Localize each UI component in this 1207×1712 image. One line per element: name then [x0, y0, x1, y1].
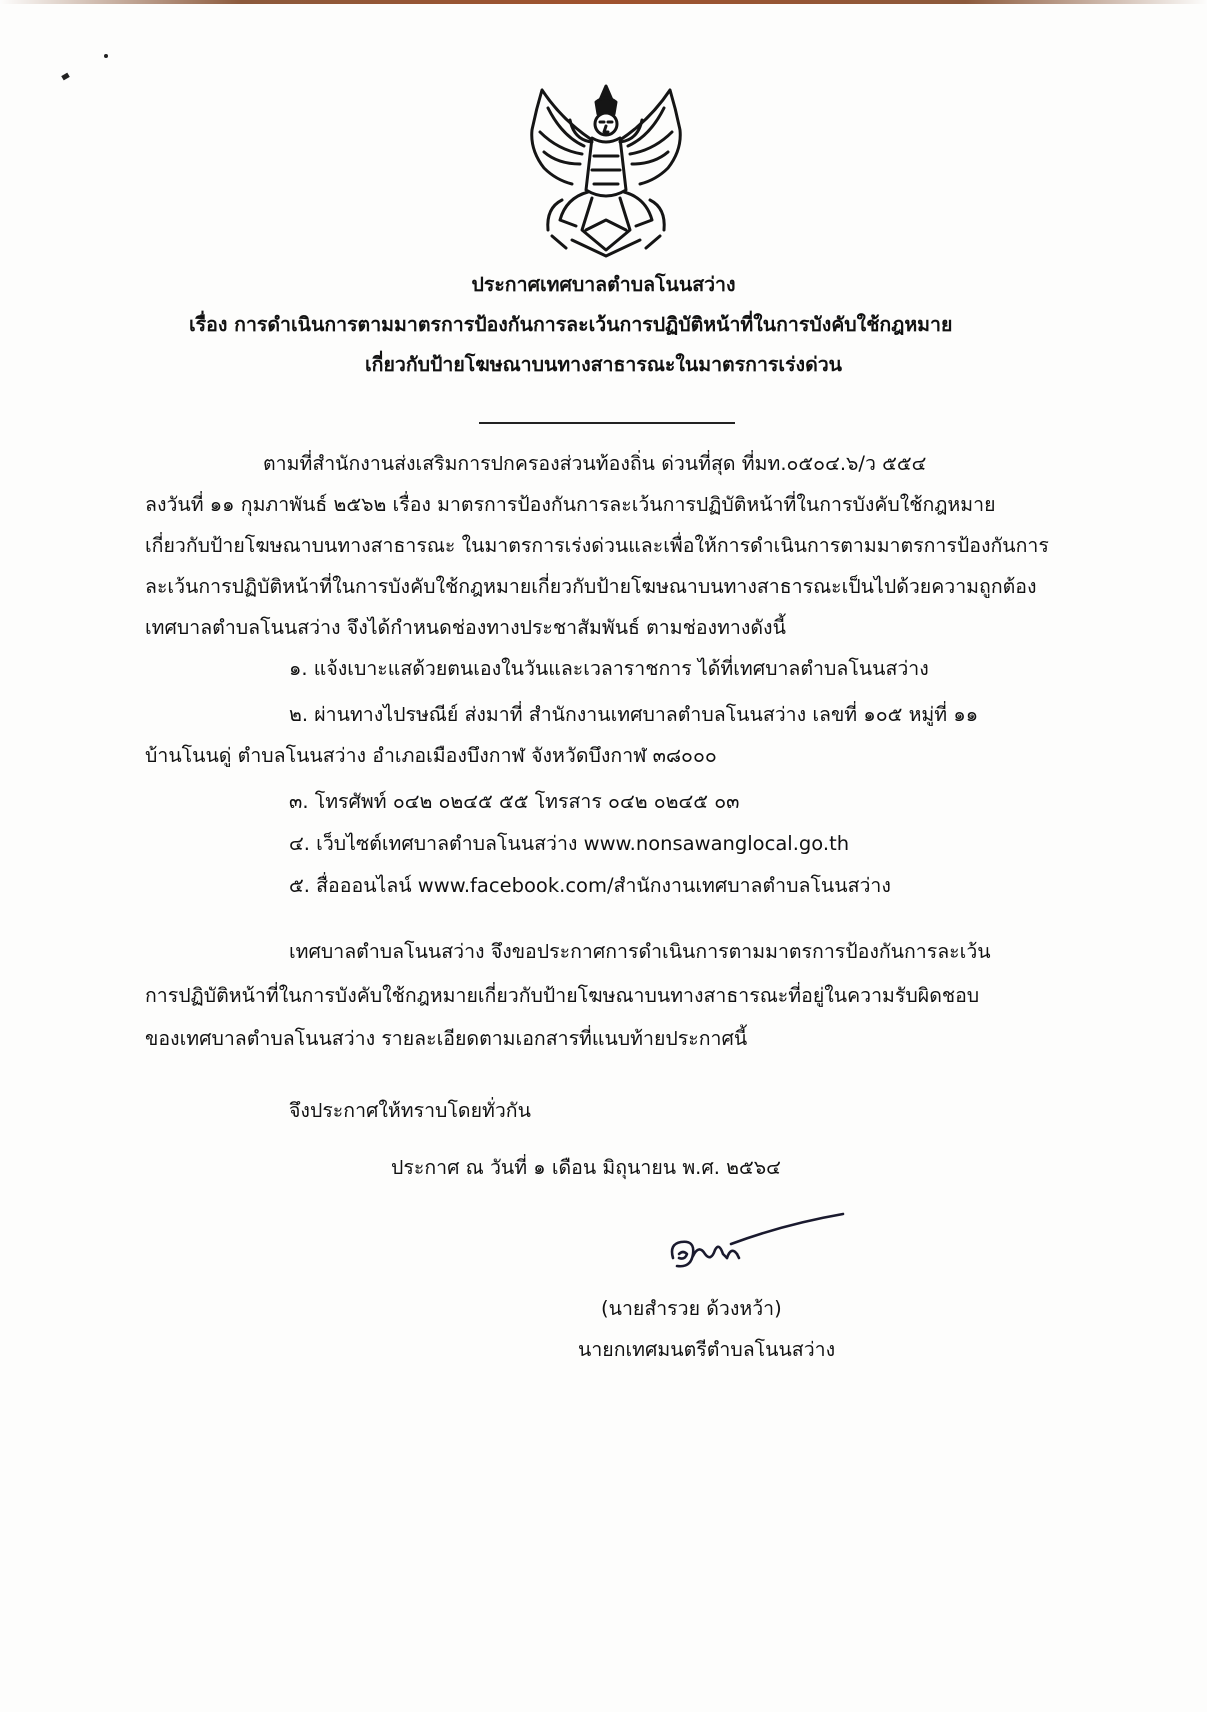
announce-line: การปฏิบัติหน้าที่ในการบังคับใช้กฎหมายเกี่ยวกับป้ายโฆษณาบนทางสาธารณะที่อยู่ในความรับผิดชอบ [145, 984, 980, 1007]
stray-dot [104, 54, 108, 58]
signatory-name: (นายสำรวย ด้วงหว้า) [601, 1297, 782, 1320]
stray-mark [61, 73, 70, 81]
announce-line: ของเทศบาลตำบลโนนสว่าง รายละเอียดตามเอกสารที่แนบท้ายประกาศนี้ [145, 1027, 748, 1050]
channel-item: ๒. ผ่านทางไปรษณีย์ ส่งมาที่ สำนักงานเทศบาลตำบลโนนสว่าง เลขที่ ๑๐๕ หมู่ที่ ๑๑ [289, 703, 979, 726]
intro-line: ตามที่สำนักงานส่งเสริมการปกครองส่วนท้องถิ่น ด่วนที่สุด ที่มท.๐๕๐๔.๖/ว ๕๕๔ [263, 452, 927, 475]
subject-line-2: เกี่ยวกับป้ายโฆษณาบนทางสาธารณะในมาตรการเร่งด่วน [364, 353, 843, 376]
channel-item: ๕. สื่อออนไลน์ www.facebook.com/สำนักงานเทศบาลตำบลโนนสว่าง [289, 874, 891, 897]
signatory-position: นายกเทศมนตรีตำบลโนนสว่าง [578, 1338, 836, 1361]
channel-item: ๓. โทรศัพท์ ๐๔๒ ๐๒๔๕ ๕๕ โทรสาร ๐๔๒ ๐๒๔๕ ๐๓ [289, 790, 740, 813]
channel-item: ๔. เว็บไซต์เทศบาลตำบลโนนสว่าง www.nonsawanglocal.go.th [289, 832, 850, 855]
subject-line-1: เรื่อง การดำเนินการตามมาตรการป้องกันการละเว้นการปฏิบัติหน้าที่ในการบังคับใช้กฎหมาย [189, 313, 953, 336]
intro-line: ละเว้นการปฏิบัติหน้าที่ในการบังคับใช้กฎหมายเกี่ยวกับป้ายโฆษณาบนทางสาธารณะเป็นไปด้วยความถูกต้อง [145, 575, 1037, 598]
intro-line: เทศบาลตำบลโนนสว่าง จึงได้กำหนดช่องทางประชาสัมพันธ์ ตามช่องทางดังนี้ [145, 616, 786, 639]
document-title: ประกาศเทศบาลตำบลโนนสว่าง [471, 273, 736, 296]
garuda-emblem-icon [522, 80, 690, 258]
page-top-edge [0, 0, 1207, 4]
channel-item-continued: บ้านโนนดู่ ตำบลโนนสว่าง อำเภอเมืองบึงกาฬ จังหวัดบึงกาฬ ๓๘๐๐๐ [145, 744, 717, 767]
announce-line: เทศบาลตำบลโนนสว่าง จึงขอประกาศการดำเนินการตามมาตรการป้องกันการละเว้น [289, 940, 991, 963]
intro-line: ลงวันที่ ๑๑ กุมภาพันธ์ ๒๕๖๒ เรื่อง มาตรการป้องกันการละเว้นการปฏิบัติหน้าที่ในการบังคับใช้กฎหมาย [145, 493, 996, 516]
intro-line: เกี่ยวกับป้ายโฆษณาบนทางสาธารณะ ในมาตรการเร่งด่วนและเพื่อให้การดำเนินการตามมาตรการป้องกันการ [145, 534, 1049, 557]
handwritten-signature [665, 1210, 850, 1280]
channel-item: ๑. แจ้งเบาะแสด้วยตนเองในวันและเวลาราชการ ได้ที่เทศบาลตำบลโนนสว่าง [289, 657, 929, 680]
date-line: ประกาศ ณ วันที่ ๑ เดือน มิถุนายน พ.ศ. ๒๕๖๔ [391, 1156, 781, 1179]
closing-text: จึงประกาศให้ทราบโดยทั่วกัน [289, 1099, 531, 1122]
header-divider [479, 422, 735, 424]
